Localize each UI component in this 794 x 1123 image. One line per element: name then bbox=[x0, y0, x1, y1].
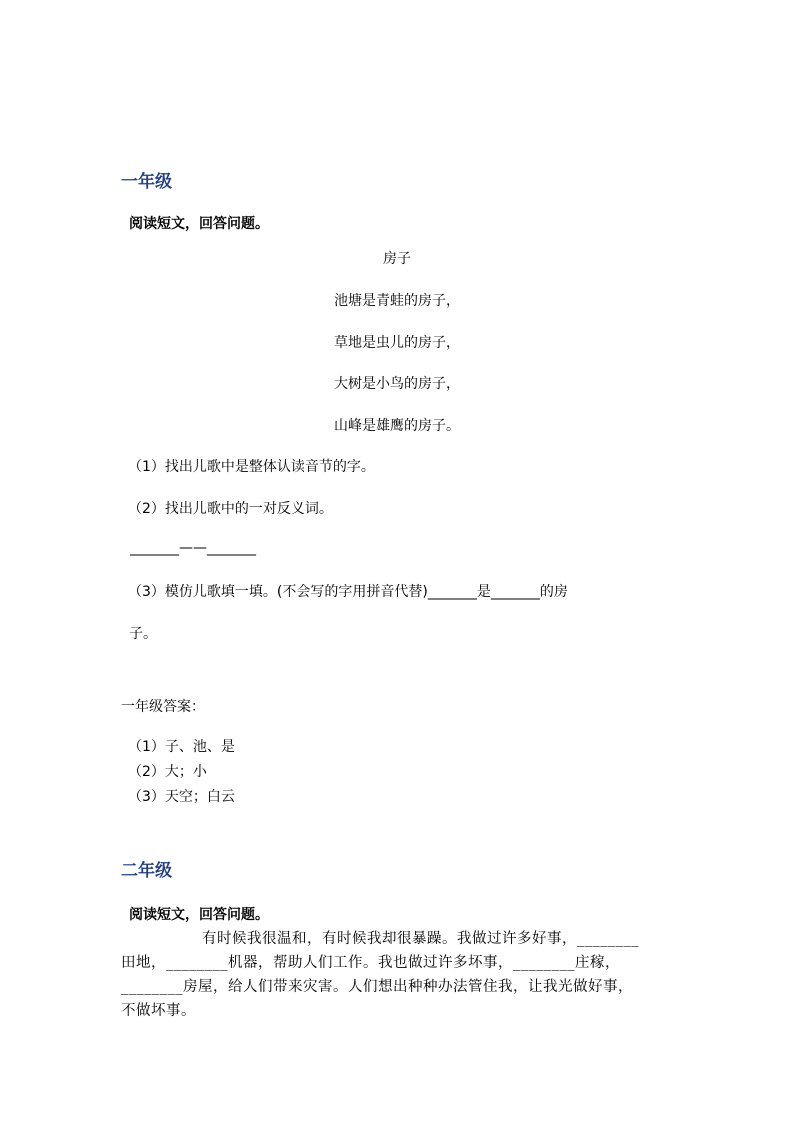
question-3: （3）模仿儿歌填一填。(不会写的字用拼音代替)_______是_______的房 bbox=[128, 584, 568, 600]
answer-3: （3）天空；白云 bbox=[128, 789, 235, 805]
poem-line-1: 池塘是青蛙的房子， bbox=[334, 293, 460, 309]
question-3-continued: 子。 bbox=[129, 626, 157, 642]
grade1-instruction: 阅读短文，回答问题。 bbox=[129, 216, 269, 232]
question-2-blank: _______——_______ bbox=[130, 540, 256, 556]
paragraph-line-1: 有时候我很温和，有时候我却很暴躁。我做过许多好事，________ bbox=[202, 931, 639, 947]
grade2-heading: 二年级 bbox=[121, 861, 172, 881]
grade1-heading: 一年级 bbox=[121, 172, 172, 192]
poem-line-4: 山峰是雄鹰的房子。 bbox=[334, 418, 460, 434]
paragraph-line-2: 田地，________机器，帮助人们工作。我也做过许多坏事，________庄稼， bbox=[121, 955, 620, 971]
grade2-instruction: 阅读短文，回答问题。 bbox=[129, 907, 269, 923]
paragraph-line-3: ________房屋，给人们带来灾害。人们想出种种办法管住我，让我光做好事， bbox=[121, 979, 633, 995]
paragraph-line-4: 不做坏事。 bbox=[121, 1003, 196, 1019]
poem-line-2: 草地是虫儿的房子， bbox=[334, 335, 460, 351]
poem-title: 房子 bbox=[383, 251, 411, 267]
question-1: （1）找出儿歌中是整体认读音节的字。 bbox=[128, 459, 375, 475]
answer-2: （2）大；小 bbox=[128, 764, 207, 780]
answer-1: （1）子、池、是 bbox=[128, 739, 235, 755]
question-2: （2）找出儿歌中的一对反义词。 bbox=[128, 501, 333, 517]
answers-label: 一年级答案： bbox=[121, 699, 205, 715]
poem-line-3: 大树是小鸟的房子， bbox=[334, 376, 460, 392]
